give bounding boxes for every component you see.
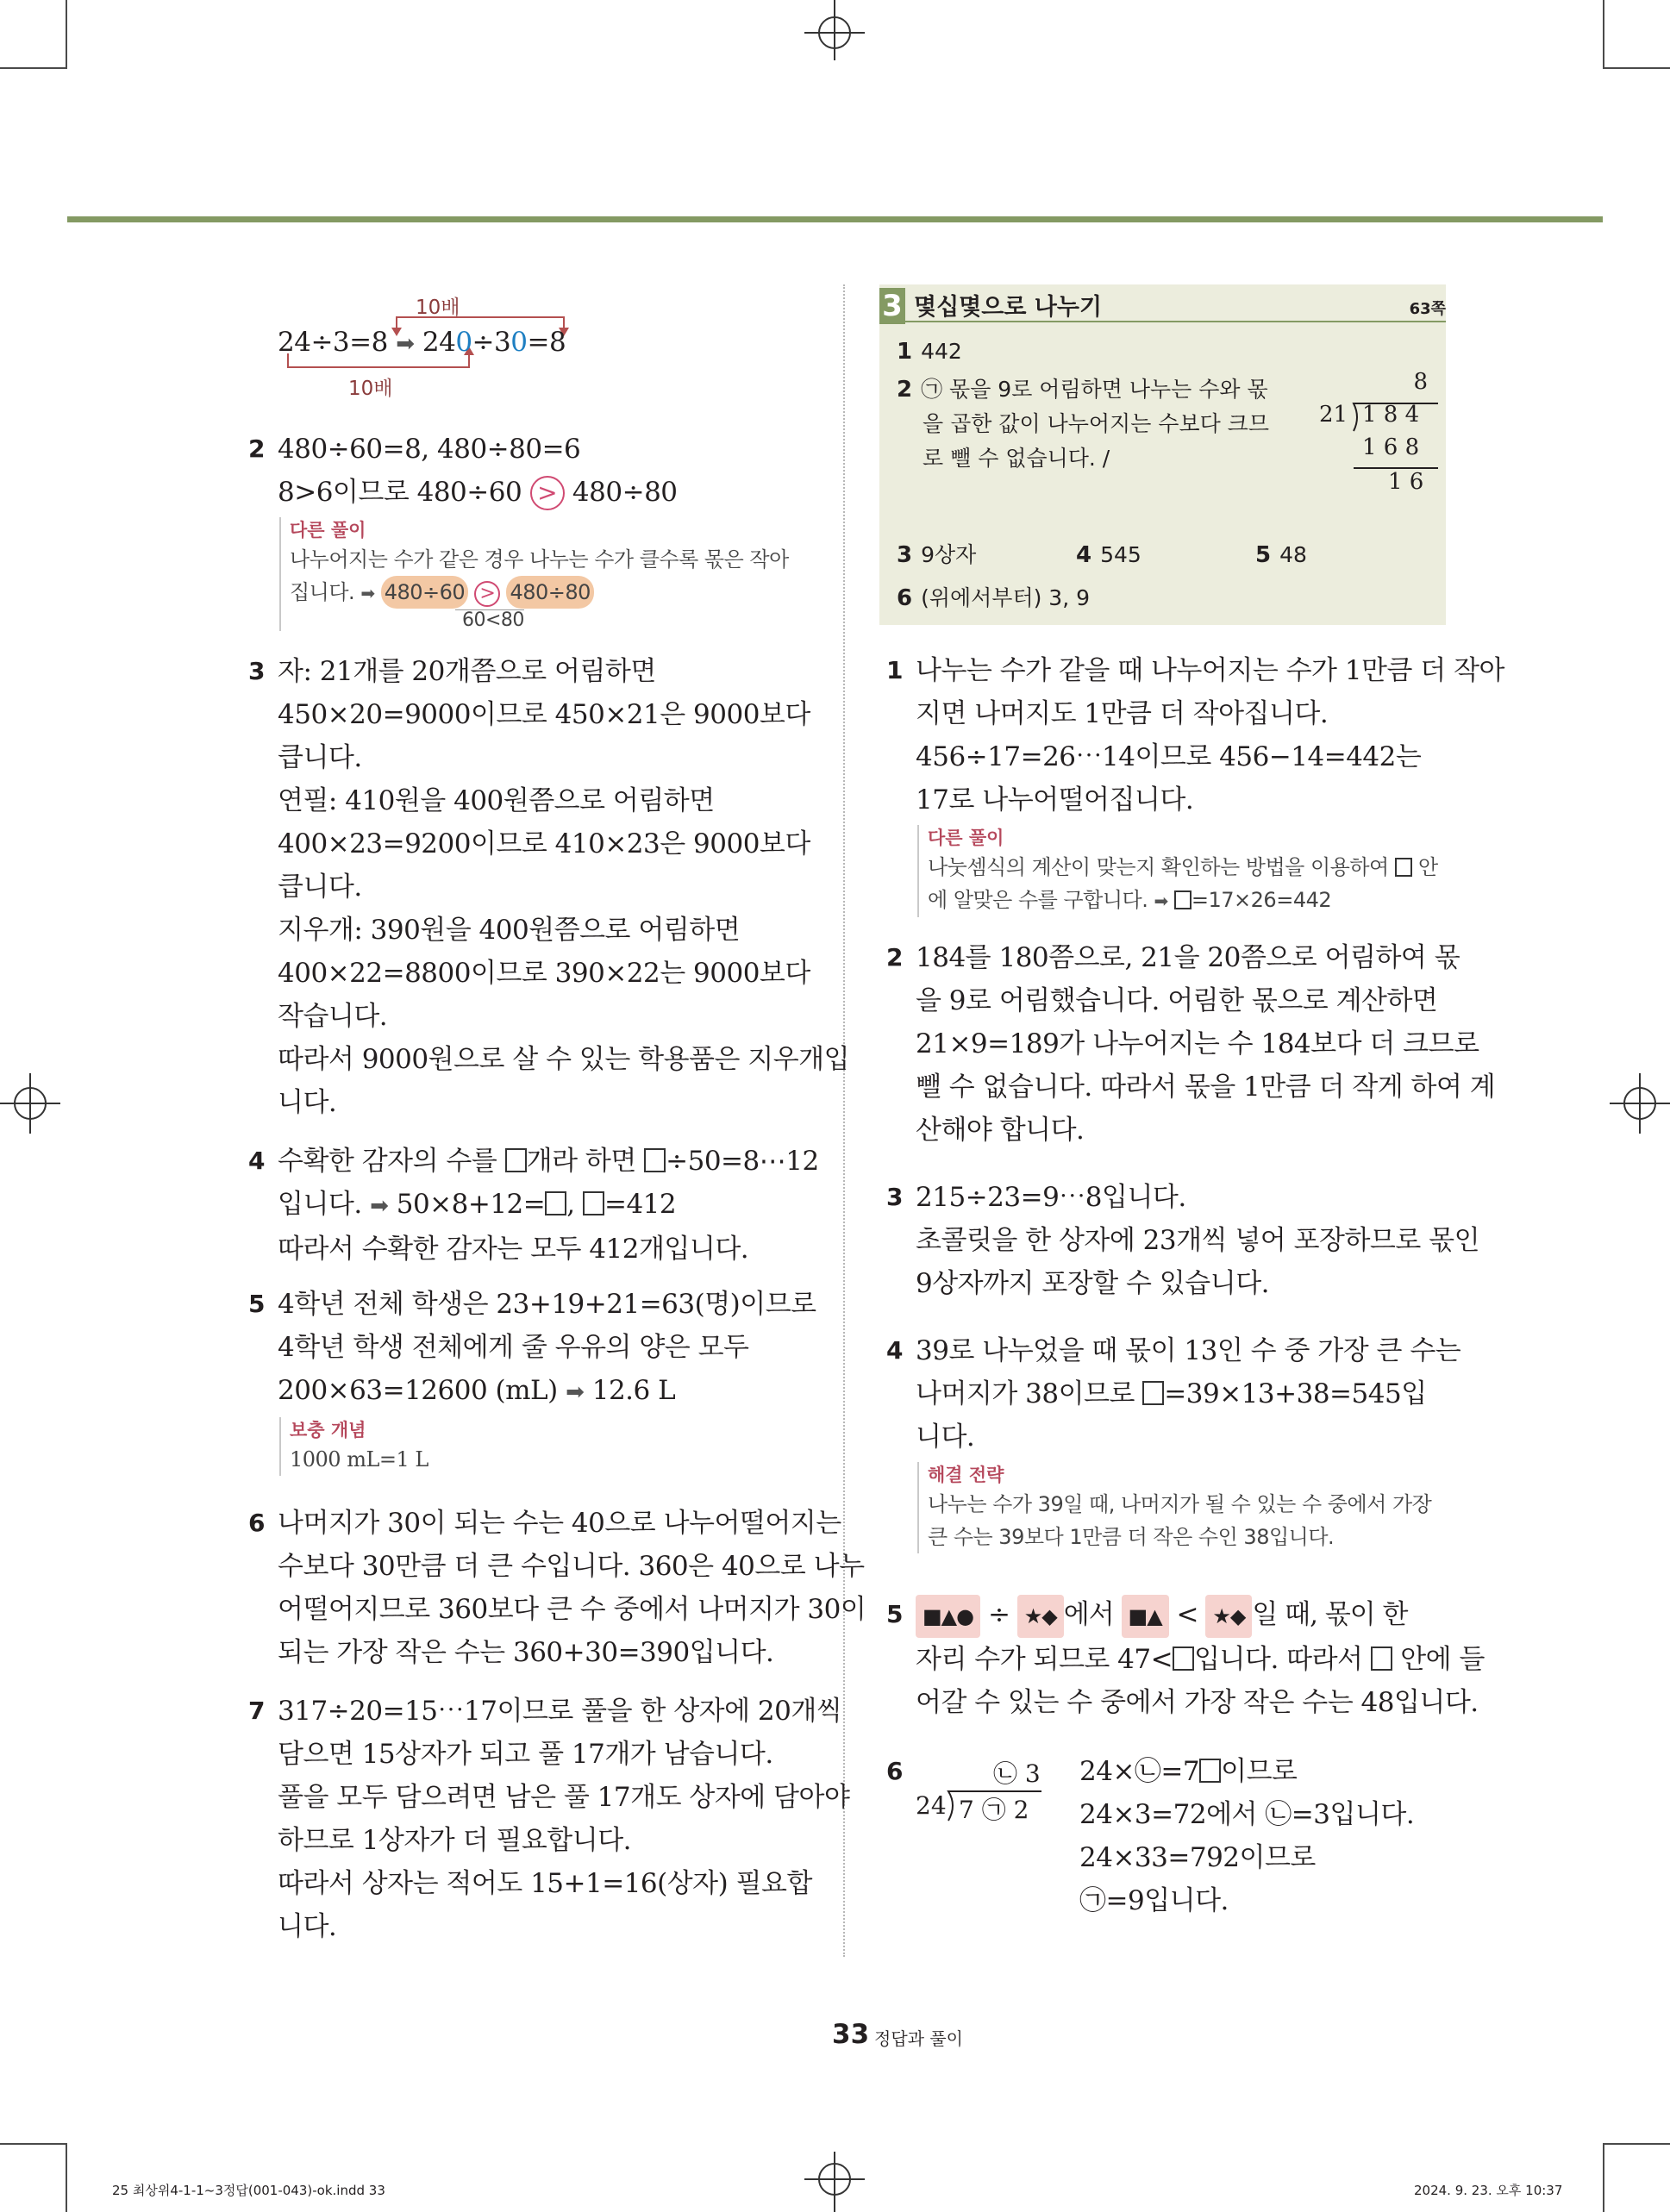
text-span: =412	[604, 1189, 677, 1220]
greater-than-symbol: >	[474, 581, 500, 607]
item-number: 2	[886, 943, 904, 972]
answer-2-line: 로 뺄 수 없습니다. /	[923, 446, 1110, 471]
equation-mid-a: 24	[422, 327, 456, 358]
answer-text: 9상자	[921, 542, 977, 567]
answer-1	[897, 334, 962, 369]
crop-mark	[66, 0, 67, 69]
long-division	[916, 1750, 1054, 1836]
note-sub-comparison: 60<80	[455, 609, 524, 631]
text-span: 에서	[1063, 1599, 1114, 1630]
answer-number: 2	[897, 377, 913, 403]
crop-mark	[1603, 0, 1604, 69]
equation-left: 24÷3=8	[278, 327, 388, 358]
solution-line: 되는 가장 작은 수는 360+30=390입니다.	[278, 1637, 774, 1668]
registration-mark-icon	[804, 0, 865, 60]
crop-mark	[0, 67, 67, 69]
division-dividend: 1 8 4	[1362, 402, 1420, 428]
note-line: 1000 mL=1 L	[290, 1447, 428, 1472]
text-span: 수확한 감자의 수를	[278, 1146, 497, 1177]
solution-line: 연필: 410원을 400원쯤으로 어림하면	[278, 785, 715, 816]
alt-solution-note	[279, 517, 815, 631]
item-number: 3	[248, 657, 266, 685]
solution-line: 4학년 전체 학생은 23+19+21=63(명)이므로	[278, 1289, 816, 1320]
note-tag: 해결 전략	[928, 1465, 1004, 1485]
item-number: 5	[248, 1290, 266, 1318]
answer-4	[1076, 538, 1141, 572]
crop-mark	[1603, 2143, 1670, 2145]
comparison-left: 8>6이므로 480÷60	[278, 477, 522, 508]
comparison-right: 480÷80	[572, 477, 678, 508]
solution-line: 456÷17=26⋯14이므로 456−14=442는	[916, 741, 1422, 772]
solution-line: 큽니다.	[278, 742, 362, 773]
answer-2	[897, 372, 1268, 407]
solution-line	[278, 471, 815, 514]
blank-box	[545, 1191, 566, 1215]
print-file-info: 25 최상위4-1-1~3정답(001-043)-ok.indd 33	[112, 2183, 385, 2198]
solution-line: 따라서 9000원으로 살 수 있는 학용품은 지우개입	[278, 1044, 850, 1075]
item-number: 2	[248, 434, 266, 463]
solution-line: ㉠=9입니다.	[1079, 1885, 1229, 1916]
solution-item-4	[248, 1140, 819, 1271]
equation-mid-b: ÷3	[472, 327, 511, 358]
division-quotient: ㉡ 3	[993, 1759, 1041, 1788]
text-span: ÷	[987, 1599, 1010, 1630]
right-arrow-icon: ➡	[1154, 890, 1168, 911]
blank-box	[1199, 1759, 1221, 1783]
page-number: 33	[832, 2019, 870, 2050]
page-reference: 63쪽	[1409, 300, 1446, 318]
text-span: <	[1176, 1599, 1198, 1630]
solution-item-r6	[886, 1750, 1448, 1922]
solution-line	[278, 1369, 815, 1414]
solution-line: 따라서 상자는 적어도 15+1=16(상자) 필요합	[278, 1868, 812, 1899]
blank-box	[505, 1148, 527, 1172]
text-span: 12.6 L	[591, 1375, 676, 1406]
text-span: 나눗셈식의 계산이 맞는지 확인하는 방법을 이용하여	[928, 855, 1389, 879]
note-line	[928, 851, 1448, 884]
left-column	[241, 284, 866, 1948]
solution-line	[916, 1593, 1448, 1638]
text-span: 입니다.	[278, 1189, 362, 1220]
right-arrow-icon: ➡	[360, 583, 375, 603]
solution-line: 215÷23=9⋯8입니다.	[916, 1182, 1186, 1213]
item-number: 1	[886, 656, 904, 684]
right-column	[879, 284, 1504, 1922]
blank-box	[583, 1191, 604, 1215]
text-span: 자리 수가 되므로 47<	[916, 1644, 1173, 1675]
solution-line: 지우개: 390원을 400원쯤으로 어림하면	[278, 915, 741, 946]
answer-summary-box	[879, 284, 1446, 625]
diagram-top-label: 10배	[416, 297, 460, 319]
blank-box	[1174, 890, 1192, 909]
solution-item-7	[248, 1690, 850, 1948]
crop-mark	[1603, 2143, 1604, 2212]
answer-number: 1	[897, 339, 913, 365]
text-span: 50×8+12=	[396, 1189, 546, 1220]
solution-item-5	[248, 1283, 816, 1476]
solution-item-3	[248, 650, 850, 1124]
division-remainder: 1 6	[1388, 469, 1424, 495]
right-arrow-icon: ➡	[566, 1379, 585, 1405]
concept-note	[279, 1417, 815, 1476]
registration-mark-icon	[0, 1073, 60, 1134]
text-span: 200×63=12600 (mL)	[278, 1375, 558, 1406]
answer-text: 545	[1100, 542, 1141, 567]
answer-text: 442	[921, 339, 962, 364]
text-span: 나머지가 38이므로	[916, 1378, 1135, 1409]
alt-solution-note	[917, 825, 1448, 917]
note-line	[290, 576, 815, 609]
header-rule	[67, 216, 1603, 222]
answer-2-line: 을 곱한 값이 나누어지는 수보다 크므	[923, 411, 1269, 436]
division-divisor: 24	[916, 1791, 947, 1820]
crop-mark	[1603, 67, 1670, 69]
strategy-note	[917, 1462, 1448, 1553]
solution-line: 따라서 수확한 감자는 모두 412개입니다.	[278, 1234, 749, 1265]
answer-3	[897, 538, 976, 572]
solution-line: 수보다 30만큼 더 큰 수입니다. 360은 40으로 나누	[278, 1551, 865, 1582]
answer-6	[897, 581, 1090, 615]
solution-line: 480÷60=8, 480÷80=6	[278, 434, 581, 465]
text-span: 24×㉡=7	[1079, 1756, 1200, 1787]
item-number: 6	[248, 1509, 266, 1537]
solution-line	[278, 1140, 819, 1183]
answer-number: 3	[897, 542, 913, 568]
text-span: ÷50=8⋯12	[666, 1146, 819, 1177]
item-6-work	[1079, 1750, 1414, 1922]
division-product: 1 6 8	[1362, 434, 1420, 460]
blank-box	[1142, 1381, 1164, 1405]
equation-mid-c: =8	[527, 327, 566, 358]
registration-mark-icon	[1610, 1073, 1670, 1134]
note-line: 나누는 수가 39일 때, 나머지가 될 수 있는 수 중에서 가장	[928, 1492, 1432, 1516]
solution-line: 하므로 1상자가 더 필요합니다.	[278, 1825, 631, 1856]
solution-line: 4학년 학생 전체에게 줄 우유의 양은 모두	[278, 1332, 749, 1363]
note-tag: 보충 개념	[290, 1420, 366, 1440]
division-quotient: 8	[1413, 369, 1428, 395]
text-span: 안에 들	[1400, 1644, 1485, 1675]
division-divisor: 21	[1319, 402, 1348, 428]
section-badge: 3	[879, 288, 905, 324]
item-number: 6	[886, 1757, 904, 1785]
summary-header	[879, 284, 1446, 322]
symbol-group: ★◆	[1017, 1595, 1064, 1638]
note-text-a: 집니다.	[290, 580, 355, 604]
solution-line: 400×23=9200이므로 410×23은 9000보다	[278, 828, 810, 859]
answer-number: 4	[1076, 542, 1092, 568]
blank-box	[1173, 1647, 1194, 1671]
solution-line: 17로 나누어떨어집니다.	[916, 784, 1194, 815]
text-span: 입니다. 따라서	[1194, 1644, 1363, 1675]
item-number: 4	[886, 1336, 904, 1365]
solution-line: 초콜릿을 한 상자에 23개씩 넣어 포장하므로 몫인	[916, 1225, 1480, 1256]
note-expression-a: 480÷60	[381, 576, 468, 609]
solution-item-r3	[886, 1176, 1480, 1305]
equation-zero-b: 0	[510, 327, 528, 358]
item-number: 7	[248, 1696, 266, 1725]
solution-line: 21×9=189가 나누어지는 수 184보다 더 크므로	[916, 1028, 1479, 1059]
division-dividend: 7 ㉠ 2	[959, 1796, 1029, 1824]
solution-item-2	[248, 428, 815, 631]
solution-line	[916, 1372, 1448, 1415]
blank-box	[644, 1148, 666, 1172]
solution-line: 자: 21개를 20개쯤으로 어림하면	[278, 656, 656, 687]
diagram-bottom-label: 10배	[348, 378, 393, 400]
solution-line: 317÷20=15⋯17이므로 풀을 한 상자에 20개씩	[278, 1696, 842, 1727]
right-arrow-icon: ➡	[370, 1193, 389, 1219]
note-line: 나누어지는 수가 같은 경우 나누는 수가 클수록 몫은 작아	[290, 547, 789, 572]
solution-item-r1	[886, 649, 1504, 917]
blank-box	[1371, 1647, 1392, 1671]
answer-text: 48	[1279, 542, 1307, 567]
solution-line: 450×20=9000이므로 450×21은 9000보다	[278, 699, 810, 730]
solution-line: 나누는 수가 같을 때 나누어지는 수가 1만큼 더 작아	[916, 655, 1504, 686]
solution-line	[278, 1183, 815, 1228]
symbol-group: ■▲●	[916, 1595, 980, 1638]
greater-than-symbol: >	[530, 476, 565, 510]
solution-line: 니다.	[278, 1911, 337, 1942]
solution-item-r4	[886, 1329, 1461, 1553]
text-span: 에 알맞은 수를 구합니다.	[928, 888, 1148, 912]
symbol-group: ★◆	[1205, 1595, 1252, 1638]
item-number: 3	[886, 1183, 904, 1211]
section-title: 몇십몇으로 나누기	[914, 294, 1103, 321]
solution-line: 니다.	[916, 1422, 975, 1453]
solution-line: 184를 180쯤으로, 21을 20쯤으로 어림하여 몫	[916, 942, 1460, 973]
solution-line: 을 9로 어림했습니다. 어림한 몫으로 계산하면	[916, 985, 1438, 1016]
solution-line: 산해야 합니다.	[916, 1115, 1085, 1146]
symbol-group: ■▲	[1122, 1595, 1169, 1638]
text-span: =39×13+38=545입	[1164, 1378, 1427, 1409]
page-footer-label: 정답과 풀이	[874, 2028, 963, 2049]
answer-5	[1255, 538, 1307, 572]
equation-zero-a: 0	[455, 327, 472, 358]
text-span: =17×26=442	[1191, 888, 1332, 912]
text-span: 이므로	[1221, 1756, 1298, 1787]
solution-line: 나머지가 30이 되는 수는 40으로 나누어떨어지는	[278, 1508, 841, 1539]
note-line: 큰 수는 39보다 1만큼 더 작은 수인 38입니다.	[928, 1525, 1335, 1549]
note-expression-b: 480÷80	[506, 576, 593, 609]
solution-line: 풀을 모두 담으려면 남은 풀 17개도 상자에 담아야	[278, 1782, 850, 1813]
solution-line: 담으면 15상자가 되고 풀 17개가 남습니다.	[278, 1739, 773, 1770]
text-span: 개라 하면	[526, 1146, 636, 1177]
note-tag: 다른 풀이	[928, 828, 1004, 848]
crop-mark	[66, 2143, 67, 2212]
ten-times-diagram	[278, 284, 815, 400]
column-divider	[843, 284, 845, 1957]
solution-item-r2	[886, 936, 1496, 1152]
diagram-equation	[278, 321, 566, 366]
solution-line	[1079, 1750, 1414, 1793]
text-span: ,	[566, 1189, 575, 1220]
solution-line: 400×22=8800이므로 390×22는 9000보다	[278, 958, 810, 989]
solution-item-r5	[886, 1593, 1485, 1724]
solution-line: 39로 나누었을 때 몫이 13인 수 중 가장 큰 수는	[916, 1335, 1461, 1366]
text-span: 일 때, 몫이 한	[1252, 1599, 1408, 1630]
answer-number: 6	[897, 585, 913, 611]
solution-line: 니다.	[278, 1087, 337, 1118]
solution-line	[916, 1638, 1485, 1681]
long-division	[1302, 369, 1448, 507]
right-arrow-icon: ➡	[396, 331, 415, 357]
solution-line: 작습니다.	[278, 1001, 388, 1032]
solution-line: 24×33=792이므로	[1079, 1842, 1316, 1873]
solution-line: 지면 나머지도 1만큼 더 작아집니다.	[916, 698, 1329, 729]
solution-line: 큽니다.	[278, 872, 362, 903]
item-number: 4	[248, 1147, 266, 1175]
solution-line: 뺄 수 없습니다. 따라서 몫을 1만큼 더 작게 하여 계	[916, 1072, 1496, 1103]
note-line	[928, 884, 1448, 917]
registration-mark-icon	[804, 2152, 865, 2212]
solution-item-6	[248, 1502, 866, 1674]
solution-line: 24×3=72에서 ㉡=3입니다.	[1079, 1799, 1415, 1830]
crop-mark	[0, 2143, 67, 2145]
answer-number: 5	[1255, 542, 1272, 568]
solution-line: 9상자까지 포장할 수 있습니다.	[916, 1268, 1269, 1299]
blank-box	[1395, 858, 1412, 877]
print-timestamp: 2024. 9. 23. 오후 10:37	[1414, 2183, 1563, 2198]
solution-line: 어갈 수 있는 수 중에서 가장 작은 수는 48입니다.	[916, 1687, 1479, 1718]
solution-line: 어떨어지므로 360보다 큰 수 중에서 나머지가 30이	[278, 1594, 866, 1625]
answer-text: (위에서부터) 3, 9	[921, 585, 1091, 610]
text-span: 안	[1417, 855, 1438, 879]
answer-text: ㉠ 몫을 9로 어림하면 나누는 수와 몫	[921, 377, 1268, 402]
note-tag: 다른 풀이	[290, 520, 366, 541]
item-number: 5	[886, 1600, 904, 1628]
